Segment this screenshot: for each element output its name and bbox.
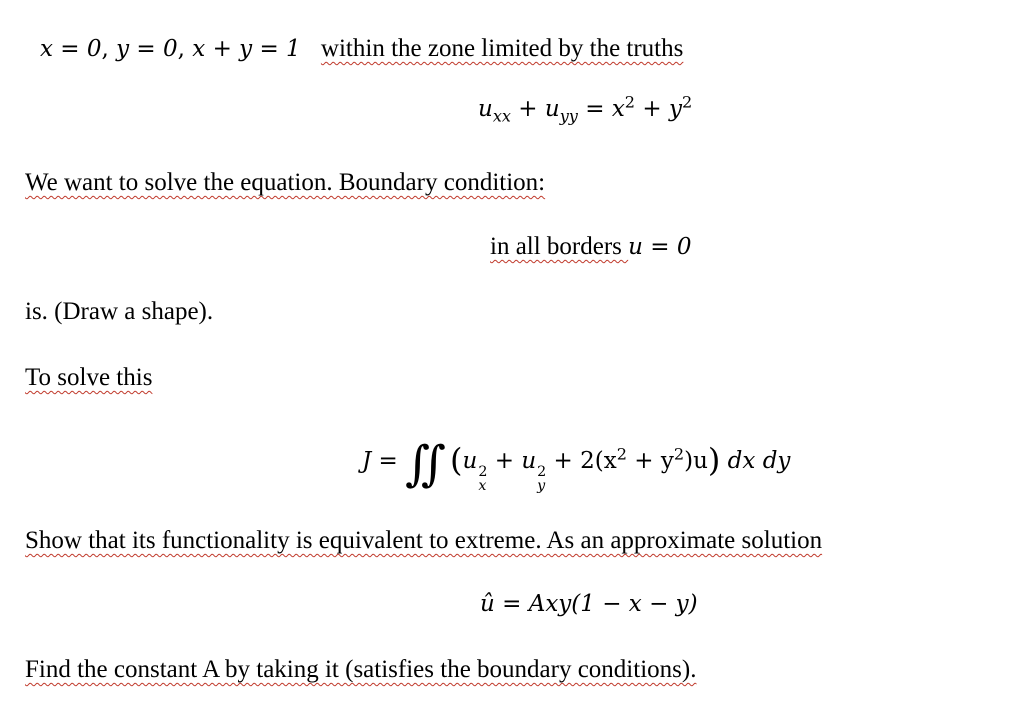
eq-xy1: x + y = 1 [192,36,301,62]
paragraph-solve: We want to solve the equation. Boundary condition: [25,169,546,196]
functional-equation: J = ∬ (u 2 x + u 2 y + $2(x^2 + y^2)u$) dx dy [362,436,791,495]
boundary-lines: x = 0, y = 0, x + y = 1 within the zone limited by the truths [40,35,684,62]
eq-x0: x = 0 [40,36,102,62]
approx-solution: û = Axy(1 − x − y) [480,591,698,617]
paragraph-find: Find the constant A by taking it (satisfies the boundary conditions). [25,656,697,683]
double-integral-icon: ∬ [405,436,433,492]
paragraph-show: Show that its functionality is equivalent to extreme. As an approximate solution [25,527,823,554]
boundary-condition: in all borders u = 0 [490,233,692,260]
paragraph-to-solve: To solve this [25,364,153,391]
eq-y0: y = 0 [116,36,178,62]
paragraph-draw: is. (Draw a shape). [25,298,214,325]
zone-text: within the zone limited by the truths [320,35,684,62]
pde-equation: $u_{xx} + u_{yy} = x^2 + y^2$ [478,92,693,126]
